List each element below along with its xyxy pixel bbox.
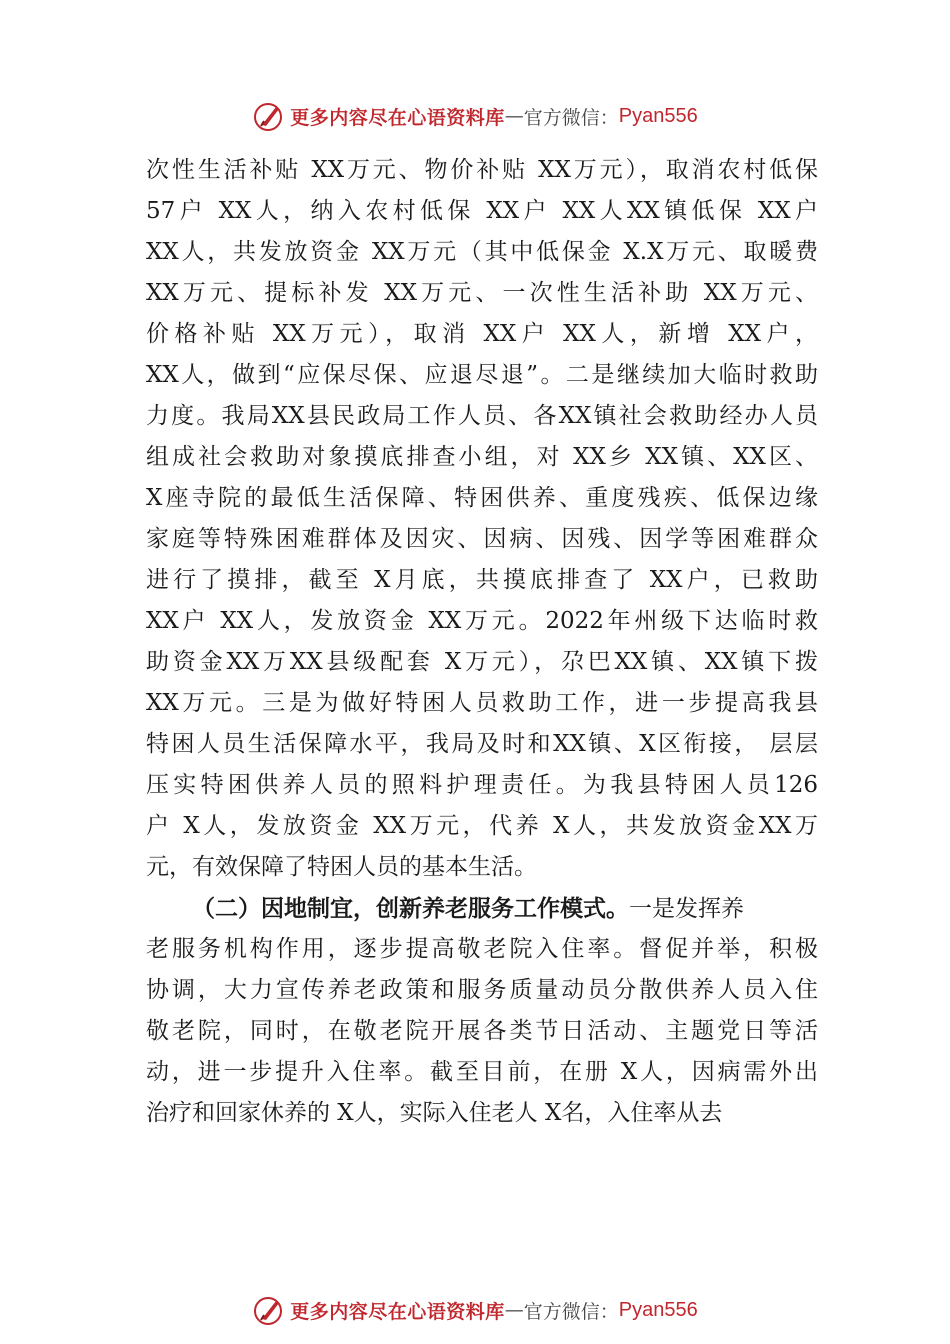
banner-title: 更多内容尽在心语资料库	[290, 1300, 505, 1323]
quill-logo-icon	[252, 99, 286, 133]
banner-wechat-label: 官方微信：	[523, 106, 619, 129]
section-heading: （二）因地制宜，创新养老服务工作模式。	[192, 895, 629, 922]
text-line: 家庭等特殊困难群体及因灾、因病、因残、因学等困难群众	[146, 526, 818, 552]
text-line: 力度。我局XX县民政局工作人员、各XX镇社会救助经办人员	[146, 403, 818, 429]
text-line: 治疗和回家休养的 X人，实际入住老人 X名，入住率从去	[146, 1100, 723, 1126]
text-line: 进行了摸排，截至 X月底，共摸底排查了 XX户，已救助	[146, 567, 818, 593]
text-line: 组成社会救助对象摸底排查小组，对 XX乡 XX镇、XX区、	[146, 444, 818, 470]
header-banner	[0, 96, 950, 136]
banner-wechat-id: Pyan556	[618, 104, 698, 127]
paragraph-2	[146, 888, 818, 1134]
text-line: XX人，共发放资金 XX万元（其中低保金 X.X万元、取暖费	[146, 239, 818, 265]
text-run: 一是发挥养	[629, 896, 744, 922]
text-line: 户 X人，发放资金 XX万元，代养 X人，共发放资金XX万	[146, 813, 818, 839]
text-line: 助资金XX万XX县级配套 X万元），尕巴XX镇、XX镇下拨	[146, 649, 818, 675]
text-line: 特困人员生活保障水平，我局及时和XX镇、X区衔接， 层层	[146, 731, 818, 757]
text-line: 敬老院，同时，在敬老院开展各类节日活动、主题党日等活	[146, 1018, 818, 1044]
paragraph-1	[146, 150, 818, 888]
banner-separator: —	[504, 105, 524, 127]
banner-wechat-label: 官方微信：	[523, 1300, 619, 1323]
text-line: 老服务机构作用，逐步提高敬老院入住率。督促并举，积极	[146, 936, 818, 962]
document-body	[146, 150, 818, 1134]
text-line: 次性生活补贴 XX万元、物价补贴 XX万元），取消农村低保	[146, 157, 818, 183]
text-line: 协调，大力宣传养老政策和服务质量动员分散供养人员入住	[146, 977, 818, 1003]
text-line	[146, 888, 818, 929]
footer-banner	[0, 1290, 950, 1330]
text-line: XX万元、提标补发 XX万元、一次性生活补助 XX万元、	[146, 280, 818, 306]
text-line: 压实特困供养人员的照料护理责任。为我县特困人员126	[146, 772, 818, 798]
banner-title: 更多内容尽在心语资料库	[290, 106, 505, 129]
text-line: 价格补贴 XX万元），取消 XX户 XX人，新增 XX户，	[146, 321, 818, 347]
banner-wechat-id: Pyan556	[618, 1298, 698, 1321]
quill-logo-icon	[252, 1293, 286, 1327]
text-line: 动，进一步提升入住率。截至目前，在册 X人，因病需外出	[146, 1059, 818, 1085]
text-line: 元，有效保障了特困人员的基本生活。	[146, 854, 537, 880]
text-line: XX人，做到“应保尽保、应退尽退”。二是继续加大临时救助	[146, 362, 818, 388]
text-line: XX户 XX人，发放资金 XX万元。2022年州级下达临时救	[146, 608, 818, 634]
text-line: X座寺院的最低生活保障、特困供养、重度残疾、低保边缘	[146, 485, 818, 511]
text-line: 57户 XX人，纳入农村低保 XX户 XX人XX镇低保 XX户	[146, 198, 818, 224]
text-line: XX万元。三是为做好特困人员救助工作，进一步提高我县	[146, 690, 818, 716]
banner-separator: —	[504, 1299, 524, 1321]
